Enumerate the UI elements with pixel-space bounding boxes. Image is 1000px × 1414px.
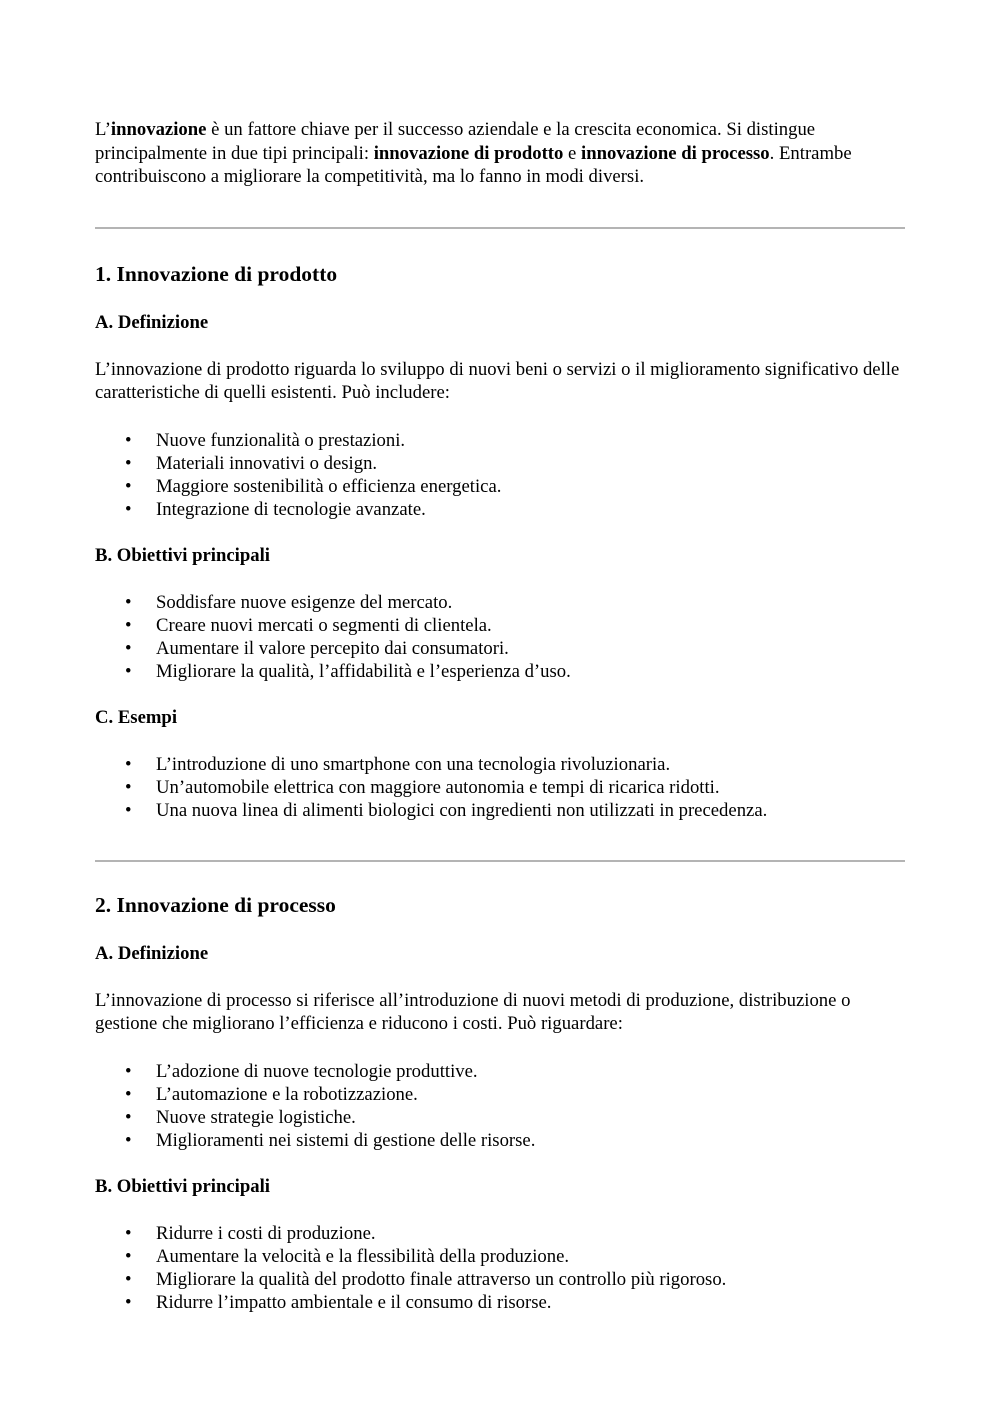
list-item: • Ridurre l’impatto ambientale e il consumo di risorse. <box>125 1291 552 1313</box>
list-item: • Nuove funzionalità o prestazioni. <box>125 429 406 451</box>
bullet-icon: • <box>125 1129 132 1151</box>
bullet-icon: • <box>125 799 132 821</box>
bullet-icon: • <box>125 498 132 520</box>
list-item: • Ridurre i costi di produzione. <box>125 1222 376 1244</box>
bullet-icon: • <box>125 591 132 613</box>
bullet-icon: • <box>125 637 132 659</box>
bullet-icon: • <box>125 753 132 775</box>
list-item: • Integrazione di tecnologie avanzate. <box>125 498 426 520</box>
list-item: • Migliorare la qualità del prodotto finale attraverso un controllo più rigoroso. <box>125 1268 727 1290</box>
bullet-icon: • <box>125 1083 132 1105</box>
intro-text-4: . Entrambe contribuiscono a migliorare la competitività, ma lo fanno in modi diversi. <box>95 142 852 187</box>
section-1-examples-heading: C. Esempi <box>95 706 178 728</box>
list-item: • L’adozione di nuove tecnologie produttive. <box>125 1060 478 1082</box>
intro-bold-innovazione: innovazione <box>110 119 207 140</box>
section-2-definition-heading: A. Definizione <box>95 942 209 964</box>
bullet-icon: • <box>125 1106 132 1128</box>
section-1-definition-heading: A. Definizione <box>95 311 209 333</box>
section-2-objectives-list <box>95 1222 905 1314</box>
bullet-icon: • <box>125 475 132 497</box>
section-2-objectives-heading: B. Obiettivi principali <box>95 1175 270 1197</box>
list-item: • Materiali innovativi o design. <box>125 452 378 474</box>
document-page <box>95 118 905 1314</box>
list-item: • Miglioramenti nei sistemi di gestione delle risorse. <box>125 1129 536 1151</box>
section-1-definition-list <box>95 429 905 521</box>
intro-paragraph <box>95 118 905 189</box>
intro-text-2: è un fattore chiave per il successo aziendale e la crescita economica. Si distingue principalmente in due tipi principali: <box>95 119 816 164</box>
bullet-icon: • <box>125 1268 132 1290</box>
section-1-title: 1. Innovazione di prodotto <box>95 261 338 286</box>
list-item: • Aumentare la velocità e la flessibilità della produzione. <box>125 1245 570 1267</box>
list-item: • Soddisfare nuove esigenze del mercato. <box>125 591 453 613</box>
intro-bold-prodotto: innovazione di prodotto <box>373 142 564 164</box>
list-item: • Migliorare la qualità, l’affidabilità e l’esperienza d’uso. <box>125 660 571 682</box>
bullet-icon: • <box>125 452 132 474</box>
bullet-icon: • <box>125 1291 132 1313</box>
bullet-icon: • <box>125 776 132 798</box>
list-item: • Un’automobile elettrica con maggiore autonomia e tempi di ricarica ridotti. <box>125 776 720 798</box>
list-item: • L’automazione e la robotizzazione. <box>125 1083 418 1105</box>
list-item: • Maggiore sostenibilità o efficienza energetica. <box>125 475 502 497</box>
intro-bold-processo: innovazione di processo <box>581 142 770 164</box>
bullet-icon: • <box>125 1060 132 1082</box>
bullet-icon: • <box>125 1245 132 1267</box>
bullet-icon: • <box>125 429 132 451</box>
section-divider-2 <box>95 860 905 862</box>
section-2-definition-text: L’innovazione di processo si riferisce all’introduzione di nuovi metodi di produzione, distribuzione o gestione che migliorano l’efficienza e riducono i costi. Può riguardare: <box>95 989 851 1034</box>
section-1-examples-list <box>95 753 905 822</box>
section-2-definition-list <box>95 1060 905 1152</box>
section-2-title: 2. Innovazione di processo <box>95 892 336 917</box>
list-item: • L’introduzione di uno smartphone con una tecnologia rivoluzionaria. <box>125 753 671 775</box>
list-item: • Aumentare il valore percepito dai consumatori. <box>125 637 509 659</box>
list-item: • Nuove strategie logistiche. <box>125 1106 356 1128</box>
section-1-definition-text: L’innovazione di prodotto riguarda lo sviluppo di nuovi beni o servizi o il miglioramento significativo delle caratteristiche di quelli esistenti. Può includere: <box>95 358 900 403</box>
list-item: • Creare nuovi mercati o segmenti di clientela. <box>125 614 492 636</box>
list-item: • Una nuova linea di alimenti biologici con ingredienti non utilizzati in precedenza. <box>125 799 768 821</box>
intro-text-3: e <box>563 142 582 164</box>
section-1-objectives-list <box>95 591 905 683</box>
bullet-icon: • <box>125 1222 132 1244</box>
section-1-objectives-heading: B. Obiettivi principali <box>95 544 270 566</box>
bullet-icon: • <box>125 660 132 682</box>
section-divider-1 <box>95 227 905 229</box>
intro-text-1: L’ <box>95 119 111 140</box>
bullet-icon: • <box>125 614 132 636</box>
